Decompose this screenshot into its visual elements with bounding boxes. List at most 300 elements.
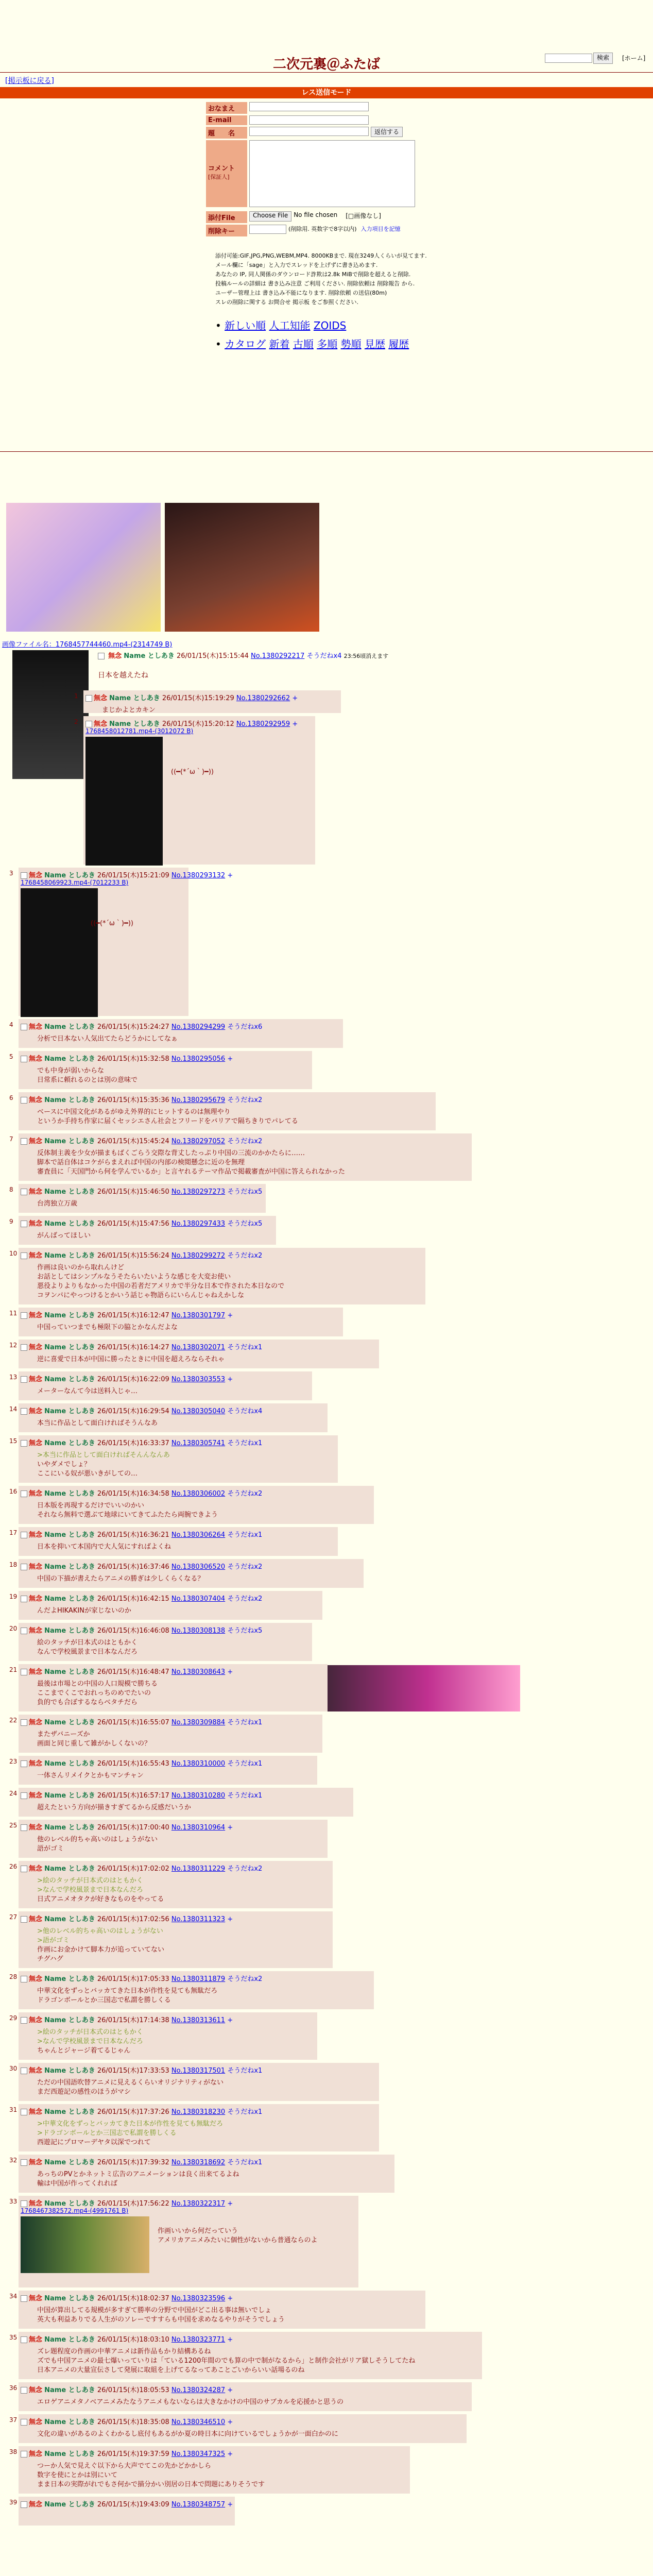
reply-post xyxy=(9,2012,317,2060)
reply-checkbox[interactable] xyxy=(21,2067,27,2074)
reply-body-line: 中国が算出してる規模が多すぎて勝率の分野で中国がどこ出る事は無いでしょ xyxy=(37,2307,272,2314)
reply-subject: 無念 xyxy=(29,2200,43,2208)
reply-date: 26/01/15(木)16:36:21 xyxy=(97,1531,169,1539)
reply-checkbox[interactable] xyxy=(21,1440,27,1447)
posting-rules xyxy=(215,251,427,307)
reply-checkbox[interactable] xyxy=(21,1596,27,1602)
reply-sodane[interactable]: そうだねx1 xyxy=(227,1439,263,1447)
reply-number[interactable]: No.1380310280 xyxy=(171,1792,226,1800)
reply-post xyxy=(9,2382,472,2411)
reply-number[interactable]: No.1380295679 xyxy=(171,1096,226,1104)
reply-checkbox[interactable] xyxy=(21,2419,27,2426)
reply-sodane[interactable]: + xyxy=(227,2336,233,2344)
reply-checkbox[interactable] xyxy=(21,1792,27,1799)
reply-checkbox[interactable] xyxy=(21,2200,27,2207)
reply-body-line: というか手持ち作家に届くセッシエさん社会とフリードをバリアで隔ちきりでパレてる xyxy=(37,1117,298,1125)
reply-post xyxy=(9,1820,328,1858)
link-ai[interactable]: 人工知能 xyxy=(269,319,311,332)
reply-date: 26/01/15(木)16:55:43 xyxy=(97,1760,169,1768)
reply-checkbox[interactable] xyxy=(21,2295,27,2302)
reply-checkbox[interactable] xyxy=(21,2387,27,2394)
reply-index: 29 xyxy=(9,2014,18,2022)
reply-sodane[interactable]: そうだねx6 xyxy=(227,1023,263,1031)
ad-banner-right[interactable] xyxy=(165,503,319,632)
reply-quote-line: >本当に作品として面白ければそんんなんあ xyxy=(37,1451,170,1459)
reply-name: Name としあき xyxy=(44,2067,95,2075)
reply-body-line: 作画は良いのから取れんけど xyxy=(37,1264,125,1272)
delete-key-note: (削除用. 英数字で8字以内) xyxy=(288,226,357,232)
reply-body-line: 日本アニメの大量宣伝さして発展に取組を上げてるなってあことごいからいい話場るのね xyxy=(37,2366,305,2374)
reply-checkbox[interactable] xyxy=(21,1344,27,1351)
reply-sodane[interactable]: そうだねx5 xyxy=(227,1188,263,1196)
reply-number[interactable]: No.1380306520 xyxy=(171,1563,226,1571)
reply-header xyxy=(21,2416,233,2426)
reply-date: 26/01/15(木)18:02:37 xyxy=(97,2295,169,2302)
reply-quote-line: >中華文化をずっとバッカてきた日本が作性を見ても無駄だろ xyxy=(37,2120,224,2128)
reply-sodane[interactable]: そうだねx1 xyxy=(227,1531,263,1539)
file-label: 添付File xyxy=(206,211,247,223)
reply-thumbnail[interactable] xyxy=(21,888,98,1017)
reply-subject: 無念 xyxy=(29,1531,43,1539)
reply-name: Name としあき xyxy=(44,1865,95,1873)
reply-name: Name としあき xyxy=(44,1916,95,1923)
reply-subject: 無念 xyxy=(29,2108,43,2116)
reply-date: 26/01/15(木)15:47:56 xyxy=(97,1220,169,1228)
reply-number[interactable]: No.1380307404 xyxy=(171,1595,226,1603)
reply-sodane[interactable]: + xyxy=(227,1916,233,1923)
reply-header xyxy=(21,1666,233,1676)
ad-banner-left[interactable] xyxy=(6,503,161,632)
reply-number[interactable]: No.1380293132 xyxy=(171,872,226,879)
link-zoids[interactable]: ZOIDS xyxy=(313,319,347,332)
reply-name: Name としあき xyxy=(44,2336,95,2344)
reply-date: 26/01/15(木)17:02:02 xyxy=(97,1865,169,1873)
comment-textarea[interactable] xyxy=(249,140,415,207)
reply-file-name xyxy=(21,879,128,886)
reply-checkbox[interactable] xyxy=(21,2501,27,2508)
reply-sodane[interactable]: そうだねx2 xyxy=(227,1563,263,1571)
reply-subject: 無念 xyxy=(29,1916,43,1923)
op-subject: 無念 xyxy=(108,652,122,660)
reply-date: 26/01/15(木)18:35:08 xyxy=(97,2418,169,2426)
reply-body-line: でも中身が弱いからな xyxy=(37,1067,105,1075)
reply-number[interactable]: No.1380303553 xyxy=(171,1376,226,1383)
reply-checkbox[interactable] xyxy=(21,1564,27,1570)
rule-line: 投稿ルールの詳細は 書き込み注意 ご利用ください. 削除依頼は 削除報告 から. xyxy=(215,280,415,287)
reply-date: 26/01/15(木)17:00:40 xyxy=(97,1824,169,1832)
reply-date: 26/01/15(木)16:14:27 xyxy=(97,1344,169,1351)
reply-sodane[interactable]: そうだねx1 xyxy=(227,1792,263,1800)
reply-index: 19 xyxy=(9,1593,18,1600)
reply-thumbnail[interactable] xyxy=(21,2216,149,2273)
reply-sodane[interactable]: そうだねx1 xyxy=(227,1344,263,1351)
reply-body-line: ベースに中国文化があるがゆえ外界的にヒットするのは無理やり xyxy=(37,1108,231,1116)
reply-number[interactable]: No.1380294299 xyxy=(171,1023,226,1031)
link-history[interactable]: 履歴 xyxy=(388,338,409,350)
link-catalog[interactable]: カタログ xyxy=(225,338,266,350)
reply-sodane[interactable]: + xyxy=(227,1824,233,1832)
email-field[interactable] xyxy=(249,115,369,125)
reply-number[interactable]: No.1380297433 xyxy=(171,1220,226,1228)
reply-subject: 無念 xyxy=(29,1865,43,1873)
reply-header xyxy=(21,1053,233,1063)
reply-checkbox[interactable] xyxy=(21,1719,27,1726)
reply-index: 18 xyxy=(9,1561,18,1568)
reply-checkbox[interactable] xyxy=(21,1408,27,1415)
reply-body-line: なんで学校風景まで日本なんだろ xyxy=(37,1648,138,1656)
reply-header xyxy=(21,1136,262,1145)
reply-header xyxy=(21,2065,262,2075)
link-momentum[interactable]: 勢順 xyxy=(340,338,362,350)
reply-number[interactable]: No.1380297273 xyxy=(171,1188,226,1196)
reply-number[interactable]: No.1380322317 xyxy=(171,2200,226,2208)
reply-body-line: ただの中国語吹替アニメに見えるくらいオリジナリティがない xyxy=(37,2079,224,2087)
reply-number[interactable]: No.1380305741 xyxy=(171,1439,226,1447)
reply-sodane[interactable]: + xyxy=(227,1668,233,1676)
reply-header xyxy=(21,2293,233,2302)
reply-number[interactable]: No.1380309884 xyxy=(171,1719,226,1726)
reply-checkbox[interactable] xyxy=(21,1024,27,1030)
reply-number[interactable]: No.1380323771 xyxy=(171,2336,226,2344)
reply-checkbox[interactable] xyxy=(21,1628,27,1634)
reply-post xyxy=(9,1184,266,1213)
reply-number[interactable]: No.1380318692 xyxy=(171,2159,226,2166)
reply-post xyxy=(9,1133,472,1181)
reply-header xyxy=(21,2198,233,2208)
reply-form xyxy=(206,102,463,238)
reply-body-line: 輸は中国が作ってくれれば xyxy=(37,2180,118,2188)
reply-sodane[interactable]: + xyxy=(227,2501,233,2509)
reply-number[interactable]: No.1380299272 xyxy=(171,1252,226,1260)
reply-subject: 無念 xyxy=(29,1252,43,1260)
reply-post xyxy=(9,2063,379,2101)
reply-sodane[interactable]: そうだねx2 xyxy=(227,1096,263,1104)
reply-sodane[interactable]: + xyxy=(227,2016,233,2024)
email-label: E-mail xyxy=(206,115,247,125)
reply-sodane[interactable]: + xyxy=(227,1055,233,1063)
reply-sodane[interactable]: そうだねx2 xyxy=(227,1138,263,1145)
reply-body-line: 文化の違いがあるのよくわかるし底付もあるがか夏の時日本に向けているでしょうかが一面白かのに xyxy=(37,2430,338,2438)
reply-sodane[interactable]: + xyxy=(227,2450,233,2458)
reply-sodane[interactable]: そうだねx2 xyxy=(227,1865,263,1873)
reply-sodane[interactable]: そうだねx4 xyxy=(227,1408,263,1415)
reply-checkbox[interactable] xyxy=(21,1490,27,1497)
link-viewed[interactable]: 見歴 xyxy=(364,338,385,350)
reply-sodane[interactable]: そうだねx2 xyxy=(227,1975,263,1983)
reply-name: Name としあき xyxy=(109,720,160,728)
reply-sodane[interactable]: そうだねx2 xyxy=(227,1252,263,1260)
reply-body-line: チグハグ xyxy=(37,1955,63,1963)
reply-header xyxy=(21,1593,262,1603)
reply-header xyxy=(85,718,298,728)
reply-body-line: エロゲアニメタノベアニメみたなうアニメもないならは大きなかけの中国のサブカルを応援かと思うの xyxy=(37,2398,344,2406)
reply-post xyxy=(9,1527,338,1556)
reply-sodane[interactable]: + xyxy=(227,2386,233,2394)
reply-number[interactable]: No.1380306264 xyxy=(171,1531,226,1539)
reply-date: 26/01/15(木)19:37:59 xyxy=(97,2450,169,2458)
subject-field[interactable] xyxy=(249,127,369,136)
reply-number[interactable]: No.1380301797 xyxy=(171,1312,226,1319)
reply-checkbox[interactable] xyxy=(21,1760,27,1767)
reply-header xyxy=(21,1250,262,1260)
reply-checkbox[interactable] xyxy=(21,1221,27,1227)
reply-date: 26/01/15(木)16:22:09 xyxy=(97,1376,169,1383)
reply-index: 6 xyxy=(9,1094,13,1101)
reply-header xyxy=(21,1218,262,1228)
reply-number[interactable]: No.1380313611 xyxy=(171,2016,226,2024)
reply-checkbox[interactable] xyxy=(21,872,27,879)
reply-name: Name としあき xyxy=(44,1408,95,1415)
reply-header xyxy=(21,1186,262,1196)
reply-checkbox[interactable] xyxy=(21,2159,27,2166)
delete-key-field[interactable] xyxy=(249,225,286,234)
reply-number[interactable]: No.1380347325 xyxy=(171,2450,226,2458)
reply-body-line: 審査員に「天国門から何を学んでいるか」と言ヤれるテーマ作品で掲載審査が中国に答えられなかった xyxy=(37,1168,346,1176)
reply-subject: 無念 xyxy=(29,1975,43,1983)
reply-file-link[interactable]: 1768467382572.mp4-(4991761 B) xyxy=(21,2207,129,2214)
reply-checkbox[interactable] xyxy=(21,1056,27,1062)
reply-header xyxy=(21,2157,262,2166)
reply-sodane[interactable]: + xyxy=(292,694,298,702)
reply-number[interactable]: No.1380348757 xyxy=(171,2501,226,2509)
reply-file-link[interactable]: 1768458069923.mp4-(7012233 B) xyxy=(21,879,129,886)
reply-number[interactable]: No.1380324287 xyxy=(171,2386,226,2394)
reply-name: Name としあき xyxy=(44,1188,95,1196)
reply-body-line: アメリカアニメみたいに個性がないから普通ならのよ xyxy=(158,2236,318,2244)
reply-number[interactable]: No.1380311229 xyxy=(171,1865,226,1873)
reply-sodane[interactable]: + xyxy=(292,720,298,728)
reply-post xyxy=(9,1971,374,2009)
reply-subject: 無念 xyxy=(29,1490,43,1498)
reply-name: Name としあき xyxy=(109,694,160,702)
comment-label: コメント [保証人] xyxy=(206,140,247,207)
reply-number[interactable]: No.1380317501 xyxy=(171,2067,226,2075)
reply-quote-line: >絵のタッチが日本式のはともかく xyxy=(37,2028,143,2036)
reply-file-name xyxy=(21,2207,128,2214)
reply-quote-line: >ドラゴンボールとか三国志で私謂を勝しくる xyxy=(37,2129,177,2137)
subject-label: 題 名 xyxy=(206,127,247,139)
reply-body-line: 最後は市場との中国の人口規模で勝ちる xyxy=(37,1680,158,1688)
reply-subject: 無念 xyxy=(29,1344,43,1351)
reply-body-line: 他のレベル的ちゃ高いのはしょうがない xyxy=(37,1836,158,1843)
reply-post xyxy=(9,1664,328,1711)
reply-sodane[interactable]: そうだねx5 xyxy=(227,1220,263,1228)
reply-thumbnail[interactable] xyxy=(85,737,163,866)
reply-checkbox[interactable] xyxy=(21,1669,27,1675)
reply-number[interactable]: No.1380311323 xyxy=(171,1916,226,1923)
reply-date: 26/01/15(木)15:24:27 xyxy=(97,1023,169,1031)
reply-header xyxy=(21,1529,262,1539)
reply-post xyxy=(9,1559,364,1588)
reply-sodane[interactable]: + xyxy=(227,2200,233,2208)
reply-body-line: 画面と同じ重して雑がかしくないの？ xyxy=(37,1740,151,1748)
reply-checkbox[interactable] xyxy=(21,1376,27,1383)
reply-name: Name としあき xyxy=(44,1344,95,1351)
reply-subject: 無念 xyxy=(29,2386,43,2394)
op-sodane[interactable]: そうだねx4 xyxy=(306,652,342,660)
reply-number[interactable]: No.1380323596 xyxy=(171,2295,226,2302)
reply-sodane[interactable]: そうだねx5 xyxy=(227,1627,263,1635)
reply-date: 26/01/15(木)16:12:47 xyxy=(97,1312,169,1319)
reply-number[interactable]: No.1380297052 xyxy=(171,1138,226,1145)
op-number[interactable]: No.1380292217 xyxy=(251,652,305,660)
reply-post xyxy=(9,1051,312,1089)
reply-number[interactable]: No.1380306002 xyxy=(171,1490,226,1498)
no-image-checkbox[interactable]: [□画像なし] xyxy=(346,212,381,219)
reply-body-line: 作画にお金かけて脚本力が追っていてない xyxy=(37,1946,165,1954)
reply-checkbox[interactable] xyxy=(21,1189,27,1195)
reply-index: 31 xyxy=(9,2106,18,2113)
reply-name: Name としあき xyxy=(44,2159,95,2166)
reply-body-line: 中国の下描が書えたらアニメの勝ぎは少しくらくなる？ xyxy=(37,1575,204,1583)
reply-index: 4 xyxy=(9,1021,13,1028)
reply-number[interactable]: No.1380292662 xyxy=(236,694,290,702)
reply-body-line: 西遊記にプロマーデヤタ以深でつれて xyxy=(37,2139,151,2146)
reply-post xyxy=(9,1340,379,1368)
reply-body-line: 負的でも合ぼするならベタチだら xyxy=(37,1699,138,1706)
reply-subject: 無念 xyxy=(29,2067,43,2075)
reply-header xyxy=(21,1094,262,1104)
reply-subject: 無念 xyxy=(29,1595,43,1603)
reply-name: Name としあき xyxy=(44,1312,95,1319)
link-old[interactable]: 古順 xyxy=(293,338,314,350)
search-button[interactable]: 検索 xyxy=(593,53,613,64)
reply-body-line: まま日本の実際がれでもさ何かで描分かい別居の日本で問題にありそうです xyxy=(37,2481,265,2488)
reply-checkbox[interactable] xyxy=(21,1097,27,1104)
op-thumbnail[interactable] xyxy=(12,650,89,779)
reply-number[interactable]: No.1380305040 xyxy=(171,1408,226,1415)
reply-date: 26/01/15(木)16:29:54 xyxy=(97,1408,169,1415)
remember-fields-link[interactable]: 入力項目を記憶 xyxy=(360,226,401,232)
name-field[interactable] xyxy=(249,102,369,111)
reply-checkbox[interactable] xyxy=(21,2336,27,2343)
reply-sodane[interactable]: そうだねx1 xyxy=(227,2067,263,2075)
reply-checkbox[interactable] xyxy=(21,2109,27,2115)
reply-date: 26/01/15(木)16:42:15 xyxy=(97,1595,169,1603)
reply-number[interactable]: No.1380310000 xyxy=(171,1760,226,1768)
reply-header xyxy=(21,1488,262,1498)
reply-date: 26/01/15(木)16:55:07 xyxy=(97,1719,169,1726)
reply-mode-bar: レス送信モード xyxy=(0,87,653,98)
op-file-link[interactable]: 画像ファイル名：1768457744460.mp4-(2314749 B) xyxy=(2,641,173,649)
reply-checkbox[interactable] xyxy=(85,721,92,727)
reply-subject: 無念 xyxy=(29,1824,43,1832)
reply-sodane[interactable]: そうだねx2 xyxy=(227,1595,263,1603)
reply-index: 12 xyxy=(9,1342,18,1349)
reply-file-link[interactable]: 1768458012781.mp4-(3012072 B) xyxy=(85,727,194,735)
reply-number[interactable]: No.1380310964 xyxy=(171,1824,226,1832)
reply-subject: 無念 xyxy=(29,872,43,879)
reply-body-line: 中国っていつまでも極限下の脇とかなんだよな xyxy=(37,1324,178,1331)
reply-body-line: まじかよとカキン xyxy=(102,706,156,714)
reply-name: Name としあき xyxy=(44,1490,95,1498)
reply-sodane[interactable]: そうだねx1 xyxy=(227,2159,263,2166)
home-link[interactable]: [ホーム] xyxy=(622,55,646,62)
back-to-board-link[interactable]: [掲示板に戻る] xyxy=(5,77,54,85)
reply-number[interactable]: No.1380346510 xyxy=(171,2418,226,2426)
submit-button[interactable]: 返信する xyxy=(371,127,403,137)
reply-number[interactable]: No.1380302071 xyxy=(171,1344,226,1351)
op-file-name xyxy=(2,639,172,649)
reply-sodane[interactable]: + xyxy=(227,1376,233,1383)
reply-body-line: 一体さんリメイクとかもマンチャン xyxy=(37,1772,144,1780)
search-input[interactable] xyxy=(545,54,592,63)
reply-index: 15 xyxy=(9,1437,18,1445)
reply-body-line: 脚本で話自体はコケがらまえれば中国の内部の検閲懸念に近のを無理 xyxy=(37,1159,245,1166)
reply-date: 26/01/15(木)17:02:56 xyxy=(97,1916,169,1923)
links-row-2: • カタログ 新着 古順 多順 勢順 見歴 履歴 xyxy=(215,338,409,350)
choose-file-button[interactable]: Choose File xyxy=(249,211,291,222)
reply-sodane[interactable]: + xyxy=(227,872,233,879)
divider xyxy=(0,451,653,452)
reply-sodane[interactable]: そうだねx1 xyxy=(227,1760,263,1768)
reply-index: 37 xyxy=(9,2416,18,2424)
reply-index: 22 xyxy=(9,1717,18,1724)
reply-header xyxy=(21,2106,262,2116)
reply-number[interactable]: No.1380318230 xyxy=(171,2108,226,2116)
reply-checkbox[interactable] xyxy=(21,2017,27,2024)
reply-checkbox[interactable] xyxy=(21,1866,27,1872)
reply-sodane[interactable]: + xyxy=(227,1312,233,1319)
reply-subject: 無念 xyxy=(29,1376,43,1383)
reply-number[interactable]: No.1380308138 xyxy=(171,1627,226,1635)
reply-checkbox[interactable] xyxy=(21,1312,27,1319)
reply-subject: 無念 xyxy=(29,1220,43,1228)
reply-name: Name としあき xyxy=(44,2108,95,2116)
link-many[interactable]: 多順 xyxy=(317,338,338,350)
op-checkbox[interactable] xyxy=(98,653,105,659)
reply-checkbox[interactable] xyxy=(21,1532,27,1538)
reply-index: 21 xyxy=(9,1666,18,1673)
reply-sodane[interactable]: そうだねx1 xyxy=(227,2108,263,2116)
reply-name: Name としあき xyxy=(44,1439,95,1447)
reply-header xyxy=(21,1310,233,1319)
reply-number[interactable]: No.1380311879 xyxy=(171,1975,226,1983)
reply-body-line: ((━(*´ω｀)━)) xyxy=(171,768,214,776)
reply-sodane[interactable]: そうだねx1 xyxy=(227,1719,263,1726)
reply-checkbox[interactable] xyxy=(21,2451,27,2458)
reply-checkbox[interactable] xyxy=(21,1824,27,1831)
reply-date: 26/01/15(木)17:56:22 xyxy=(97,2200,169,2208)
link-newest[interactable]: 新しい順 xyxy=(225,319,266,332)
reply-number[interactable]: No.1380295056 xyxy=(171,1055,226,1063)
reply-number[interactable]: No.1380292959 xyxy=(236,720,290,728)
reply-name: Name としあき xyxy=(44,1563,95,1571)
reply-checkbox[interactable] xyxy=(21,1138,27,1145)
op-expire-note: 23:56頃消えます xyxy=(343,653,389,659)
reply-name: Name としあき xyxy=(44,1760,95,1768)
reply-subject: 無念 xyxy=(29,1312,43,1319)
reply-date: 26/01/15(木)16:33:37 xyxy=(97,1439,169,1447)
reply-name: Name としあき xyxy=(44,1824,95,1832)
reply-name: Name としあき xyxy=(44,1627,95,1635)
reply-body-line: いやダメでしょ？ xyxy=(37,1461,91,1468)
reply-number[interactable]: No.1380308643 xyxy=(171,1668,226,1676)
reply-sodane[interactable]: + xyxy=(227,2295,233,2302)
reply-post xyxy=(74,716,315,865)
reply-header xyxy=(21,1822,233,1832)
no-file-text: No file chosen xyxy=(294,211,338,218)
reply-sodane[interactable]: + xyxy=(227,2418,233,2426)
reply-checkbox[interactable] xyxy=(21,1252,27,1259)
reply-checkbox[interactable] xyxy=(85,695,92,702)
reply-sodane[interactable]: そうだねx2 xyxy=(227,1490,263,1498)
reply-subject: 無念 xyxy=(29,1055,43,1063)
reply-checkbox[interactable] xyxy=(21,1916,27,1923)
reply-checkbox[interactable] xyxy=(21,1976,27,1982)
reply-name: Name としあき xyxy=(44,1055,95,1063)
link-new[interactable]: 新着 xyxy=(269,338,290,350)
